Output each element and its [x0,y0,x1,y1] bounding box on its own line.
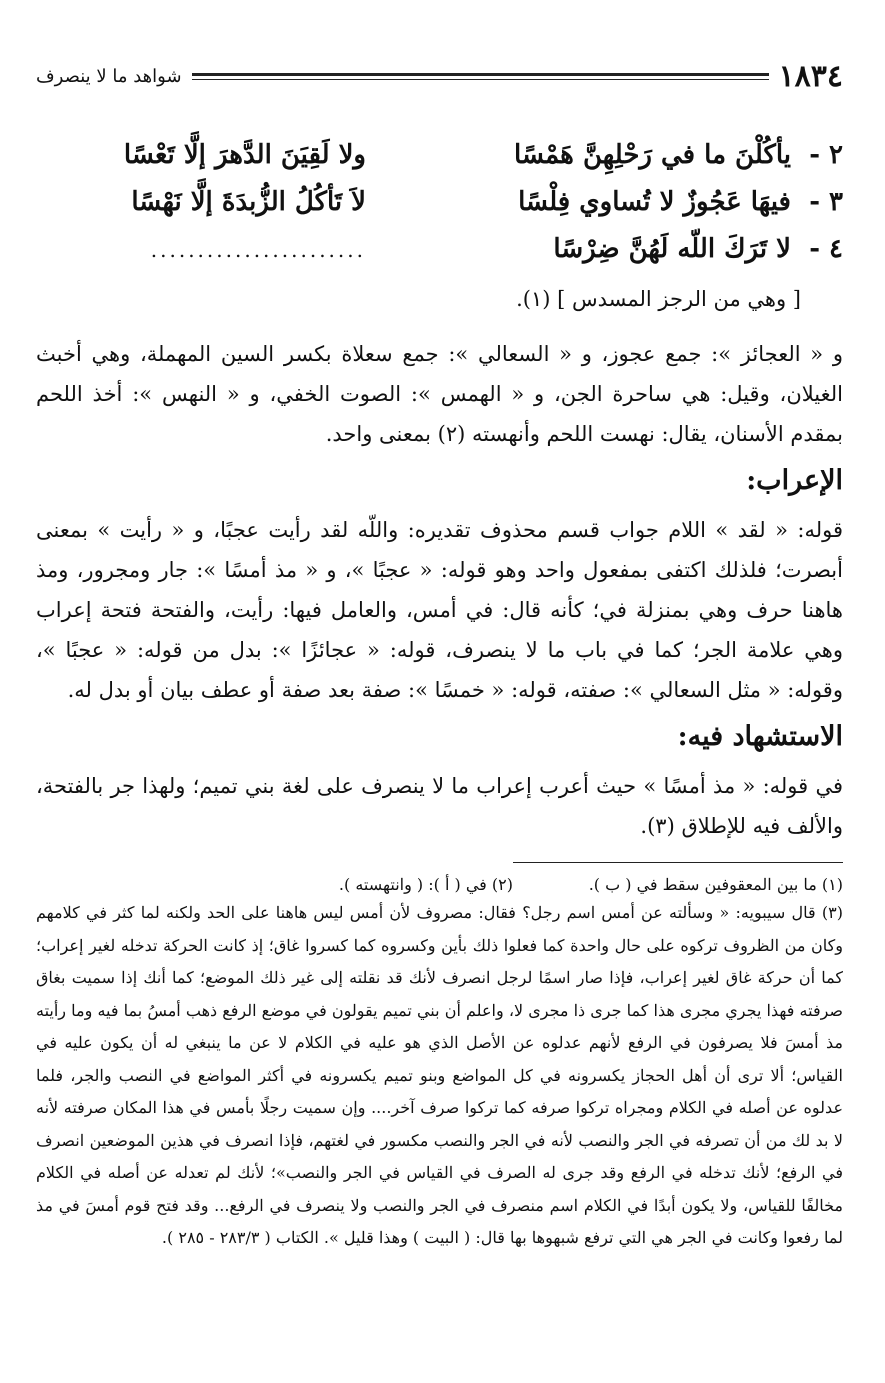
page-header [36,54,843,98]
i3rab-heading: الإعراب: [746,465,843,496]
footnote-separator [513,862,843,863]
verse-line [36,226,843,274]
i3rab-paragraph: قوله: « لقد » اللام جواب قسم محذوف تقديره: واللّه لقد رأيت عجبًا، و « رأيت » بمعنى أبصرت؛ فلذلك اكتفى بمفعول واحد وهو قوله: « عجبًا »، و « مذ أمسًا »: جار ومجرور، ومذ هاهنا حرف وهي بمنزلة في؛ كأنه قال: في أمس، والعامل فيها: رأيت، والفتحة فتحة إعراب وهي علامة الجر؛ كما في باب ما لا ينصرف، قوله: « عجائزًا »: بدل من قوله: « عجبًا »، وقوله: « مثل السعالي »: صفته، قوله: « خمسًا »: صفة بعد صفة أو عطف بيان أو بدل له. [36,518,843,702]
istishhad-heading: الاستشهاد فيه: [677,721,843,752]
verse-line [36,179,843,226]
footnote-2: (٢) في ( أ ): ( وانتهسته ). [338,875,513,894]
verse-second-hemistich: لاَ تَأكُلُ الزُّبدَةَ إلَّا نَهْسًا [131,187,366,217]
meter-note: [ وهي من الرجز المسدس ] (١). [516,287,801,311]
istishhad-paragraph: في قوله: « مذ أمسًا » حيث أعرب إعراب ما لا ينصرف على لغة بني تميم؛ ولهذا جر بالفتحة، والألف فيه للإطلاق (٣). [36,774,843,838]
verse-second-hemistich: ولا لَقِيَنَ الدَّهرَ إلَّا تَعْسًا [123,140,366,170]
verse-first-hemistich: فيهَا عَجُوزٌ لا تُساوي فِلْسًا [518,187,791,217]
verse-line [36,132,843,179]
footnote-1: (١) ما بين المعقوفين سقط في ( ب ). [588,875,843,894]
verse-first-hemistich: لا تَرَكَ اللّه لَهُنَّ ضِرْسًا [553,234,791,264]
footnotes [36,873,843,1255]
footnote-3: (٣) قال سيبويه: « وسألته عن أمس اسم رجل؟ فقال: مصروف لأن أمس ليس هاهنا على الحد ولكنه لما كثر في كلامهم وكان من الظروف تركوه على حال واحدة كما فعلوا ذلك بأين وكسروه كما كسروا غاق؛ إذ كانت الحركة تدخله لغير إعراب؛ كما أن حركة غاق لغير إعراب، فإذا صار اسمًا لرجل انصرف لأنك قد نقلته إلى غير ذلك الموضع؛ كما أنك إذا سميت بغاق صرفته فهذا يجري مجرى هذا كما جرى ذا مجرى لا، واعلم أن بني تميم يقولون في موضع الرفع ذهب أمسُ بما فيه وما رأيته مذ أمسَ فلا يصرفون في الرفع لأنهم عدلوه عن الأصل الذي هو عليه في الكلام لا عن ما ينبغي له أن يكون عليه في القياس؛ ألا ترى أن أهل الحجاز يكسرونه في كل المواضع وبنو تميم يكسرونه في أكثر المواضع في النصب والجر، فلما عدلوه عن أصله في الكلام ومجراه تركوا صرفه كما تركوا صرف آخر.... وإن سميت رجلًا بأمس في هذا المكان صرفته لأنه لا بد لك من أن تصرفه في الجر والنصب لأنه في الجر والنصب مكسور في لغتهم، فإذا انصرف في هذين الموضعين انصرف في الرفع؛ لأنك تدخله في الرفع وقد جرى له الصرف في القياس في الجر والنصب»؛ لأنك لم تعدله عن أصله في الكلام مخالفًا للقياس، ولا يكون أبدًا في الكلام اسم منصرف في الجر والنصب ولا ينصرف في الرفع... وقد فتح قوم أمسَ في مذ لما رفعوا وكانت في الجر هي التي ترفع شبهوها بها قال: ( البيت ) وهذا قليل ». الكتاب ( ٢٨٣/٣ - ٢٨٥ ). [36,903,844,1247]
verse-missing-hemistich: ....................... [150,238,366,262]
verse-number: ٤ - [809,234,843,264]
vocabulary-paragraph: و « العجائز »: جمع عجوز، و « السعالي »: جمع سعلاة بكسر السين المهملة، وهي أخبث الغيلان، وقيل: هي ساحرة الجن، و « الهمس »: الصوت الخفي، و « النهس »: أخذ اللحم بمقدم الأسنان، يقال: نهست اللحم وأنهسته (٢) بمعنى واحد. [36,342,843,446]
header-rule [192,73,769,80]
verse-number: ٣ - [809,187,843,217]
running-title: شواهد ما لا ينصرف [36,65,182,87]
verse-first-hemistich: يأكُلْنَ ما في رَحْلِهِنَّ هَمْسًا [514,140,791,170]
verse-number: ٢ - [809,140,843,170]
poem-verses [36,132,843,274]
page-number: ١٨٣٤ [778,58,843,94]
